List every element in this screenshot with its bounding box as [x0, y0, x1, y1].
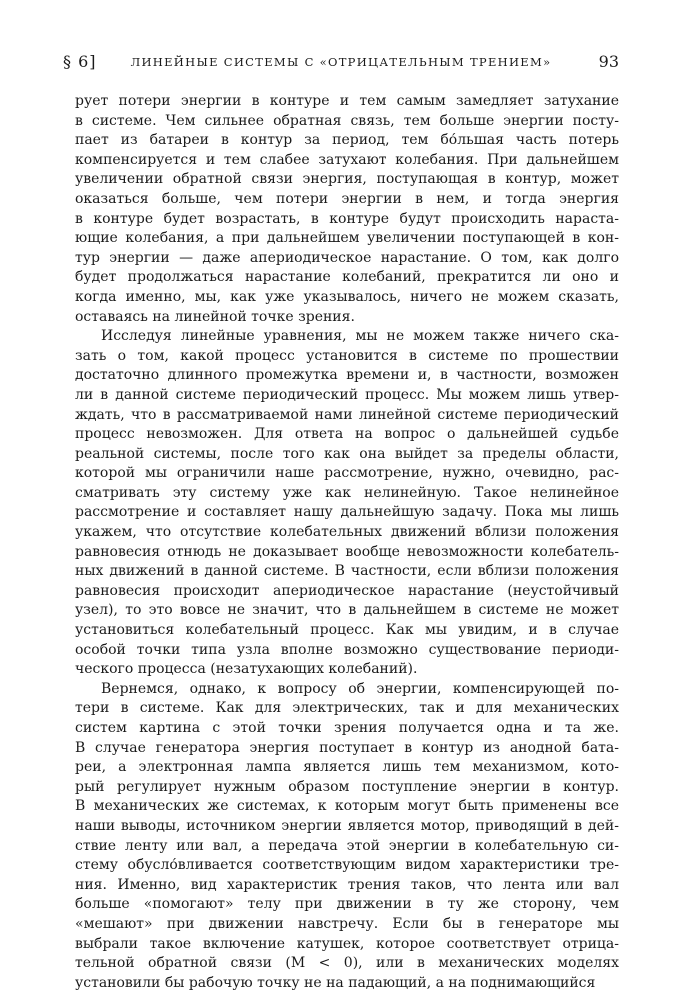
text-line: Вернемся, однако, к вопросу об энергии, компенсирующей по-: [101, 680, 619, 697]
text-line: ческого процесса (незатухающих колебаний).: [75, 661, 418, 678]
text-line: увеличении обратной связи энергия, поступающая в контур, может: [75, 171, 619, 188]
text-line: процесс невозможен. Для ответа на вопрос о дальнейшей судьбе: [75, 426, 619, 443]
paragraph: [75, 92, 619, 327]
text-line: оказаться больше, чем потери энергии в нем, и тогда энергия: [75, 190, 619, 207]
paragraph: [75, 327, 619, 680]
text-line: стему обусло́вливается соответствующим видом характеристики тре-: [75, 857, 619, 874]
text-line: рассмотрение и составляет нашу дальнейшую задачу. Пока мы лишь: [75, 504, 619, 521]
text-line: наши выводы, источником энергии является мотор, приводящий в дей-: [75, 817, 619, 834]
text-line: ждать, что в рассматриваемой нами линейной системе периодический: [75, 406, 619, 423]
text-line: ющие колебания, а при дальнейшем увеличении поступающей в кон-: [75, 230, 619, 247]
text-line: установили бы рабочую точку не на падающий, а на поднимающийся: [75, 974, 596, 991]
text-line: реальной системы, после того как она выйдет за пределы области,: [75, 445, 619, 462]
text-line: оставаясь на линейной точке зрения.: [75, 308, 355, 325]
text-line: когда именно, мы, как уже указывалось, ничего не можем сказать,: [75, 288, 619, 305]
text-line: зать о том, какой процесс установится в системе по прошествии: [75, 347, 619, 364]
running-head: [63, 52, 619, 76]
text-line: систем картина с этой точки зрения получается одна и та же.: [75, 720, 619, 736]
body-text: [75, 92, 619, 993]
text-line: укажем, что отсутствие колебательных движений вблизи положения: [75, 524, 619, 541]
text-line: в контуре будет возрастать, в контуре будут происходить нараста-: [75, 210, 619, 227]
text-line: которой мы ограничили наше рассмотрение, нужно, очевидно, рас-: [75, 465, 619, 482]
text-line: тур энергии — даже апериодическое нарастание. О том, как долго: [75, 249, 619, 266]
text-line: ния. Именно, вид характеристик трения таков, что лента или вал: [75, 876, 619, 893]
text-line: ли в данной системе периодический процесс. Мы можем лишь утвер-: [75, 386, 619, 403]
section-number: § 6]: [63, 52, 97, 71]
text-line: выбрали такое включение катушек, которое соответствует отрица-: [75, 935, 619, 952]
text-line: пает из батареи в контур за период, тем бо́льшая часть потерь: [75, 132, 619, 149]
text-line: рует потери энергии в контуре и тем самым замедляет затухание: [75, 93, 619, 109]
paragraph: [75, 680, 619, 994]
text-line: В случае генератора энергия поступает в контур из анодной бата-: [75, 739, 619, 756]
text-line: тери в системе. Как для электрических, так и для механических: [75, 700, 619, 717]
text-line: «мешают» при движении навстречу. Если бы в генераторе мы: [75, 915, 619, 932]
text-line: узел), то это вовсе не значит, что в дальнейшем в системе не может: [75, 602, 619, 619]
text-line: компенсируется и тем слабее затухают колебания. При дальнейшем: [75, 151, 619, 168]
text-line: достаточно длинного промежутка времени и, в частности, возможен: [75, 367, 619, 384]
text-line: реи, а электронная лампа является лишь тем механизмом, кото-: [75, 759, 619, 776]
text-line: тельной обратной связи (M < 0), или в механических моделях: [75, 955, 619, 972]
text-line: В механических же системах, к которым могут быть применены все: [75, 798, 619, 815]
text-line: ствие ленту или вал, а передача этой энергии в колебательную си-: [75, 837, 619, 854]
text-line: рый регулирует нужным образом поступление энергии в контур.: [75, 778, 619, 795]
text-line: в системе. Чем сильнее обратная связь, тем больше энергии посту-: [75, 112, 619, 129]
text-line: равновесия отнюдь не доказывает вообще невозможности колебатель-: [75, 543, 619, 560]
text-line: особой точки типа узла вполне возможно существование периоди-: [75, 641, 619, 658]
text-line: сматривать эту систему уже как нелинейную. Такое нелинейное: [75, 484, 619, 501]
text-line: установиться колебательный процесс. Как мы увидим, и в случае: [75, 622, 619, 639]
text-line: Исследуя линейные уравнения, мы не можем также ничего ска-: [101, 328, 619, 345]
text-line: равновесия происходит апериодическое нарастание (неустойчивый: [75, 582, 619, 599]
text-line: ных движений в данной системе. В частности, если вблизи положения: [75, 563, 619, 580]
text-line: будет продолжаться нарастание колебаний, прекратится ли оно и: [75, 269, 619, 286]
running-title: ЛИНЕЙНЫЕ СИСТЕМЫ С «ОТРИЦАТЕЛЬНЫМ ТРЕНИЕМ»: [130, 55, 552, 69]
page-number: 93: [598, 52, 619, 71]
text-line: больше «помогают» телу при движении в ту же сторону, чем: [75, 896, 619, 913]
